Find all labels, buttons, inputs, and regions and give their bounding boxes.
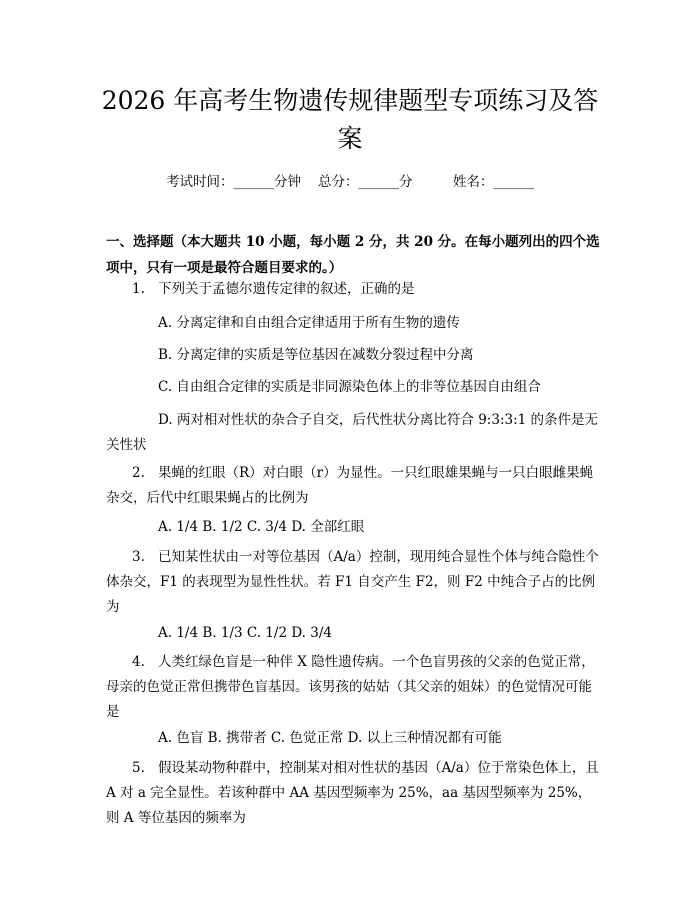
question-4 bbox=[106, 650, 600, 725]
question-3 bbox=[106, 545, 600, 620]
section-heading: 一、选择题（本大题共 10 小题，每小题 2 分，共 20 分。在每小题列出的四个选项中，只有一项是最符合题目要求的。） bbox=[106, 234, 600, 276]
option-a: A. 分离定律和自由组合定律适用于所有生物的遗传 bbox=[158, 315, 460, 331]
question-2 bbox=[106, 461, 600, 511]
question-number: 4. bbox=[132, 654, 145, 670]
option-c: C. 自由组合定律的实质是非同源染色体上的非等位基因自由组合 bbox=[158, 379, 541, 395]
question-2-options: A. 1/4 B. 1/2 C. 3/4 D. 全部红眼 bbox=[158, 519, 365, 535]
question-text: 假设某动物种群中，控制某对相对性状的基因（A/a）位于常染色体上，且 A 对 a 完全显性。若该种群中 AA 基因型频率为 25%，aa 基因型频率为 25%，则 A 等位基因的频率为 bbox=[106, 760, 599, 826]
exam-time-field: 考试时间：______分钟 bbox=[166, 174, 301, 190]
question-number: 2. bbox=[132, 465, 145, 481]
option-b: B. 分离定律的实质是等位基因在减数分裂过程中分离 bbox=[158, 347, 474, 363]
question-text: 下列关于孟德尔遗传定律的叙述，正确的是 bbox=[158, 281, 415, 297]
question-text: 果蝇的红眼（R）对白眼（r）为显性。一只红眼雄果蝇与一只白眼雌果蝇杂交，后代中红眼果蝇占的比例为 bbox=[106, 465, 594, 506]
document-title: 2026 年高考生物遗传规律题型专项练习及答案 bbox=[101, 86, 599, 153]
question-number: 3. bbox=[132, 549, 145, 565]
question-text: 已知某性状由一对等位基因（A/a）控制，现用纯合显性个体与纯合隐性个体杂交，F1 的表现型为显性性状。若 F1 自交产生 F2，则 F2 中纯合子占的比例为 bbox=[106, 549, 599, 615]
name-field: 姓名：______ bbox=[453, 174, 534, 190]
question-1 bbox=[106, 277, 600, 302]
question-number: 1. bbox=[132, 281, 145, 297]
question-3-options: A. 1/4 B. 1/3 C. 1/2 D. 3/4 bbox=[158, 625, 332, 641]
question-text: 人类红绿色盲是一种伴 X 隐性遗传病。一个色盲男孩的父亲的色觉正常，母亲的色觉正常但携带色盲基因。该男孩的姑姑（其父亲的姐妹）的色觉情况可能是 bbox=[106, 654, 595, 720]
total-score-field: 总分：______分 bbox=[318, 174, 413, 190]
question-4-options: A. 色盲 B. 携带者 C. 色觉正常 D. 以上三种情况都有可能 bbox=[158, 730, 502, 746]
option-d: D. 两对相对性状的杂合子自交，后代性状分离比符合 9:3:3:1 的条件是无关性状 bbox=[106, 412, 599, 453]
question-5 bbox=[106, 756, 600, 831]
question-number: 5. bbox=[132, 760, 145, 776]
